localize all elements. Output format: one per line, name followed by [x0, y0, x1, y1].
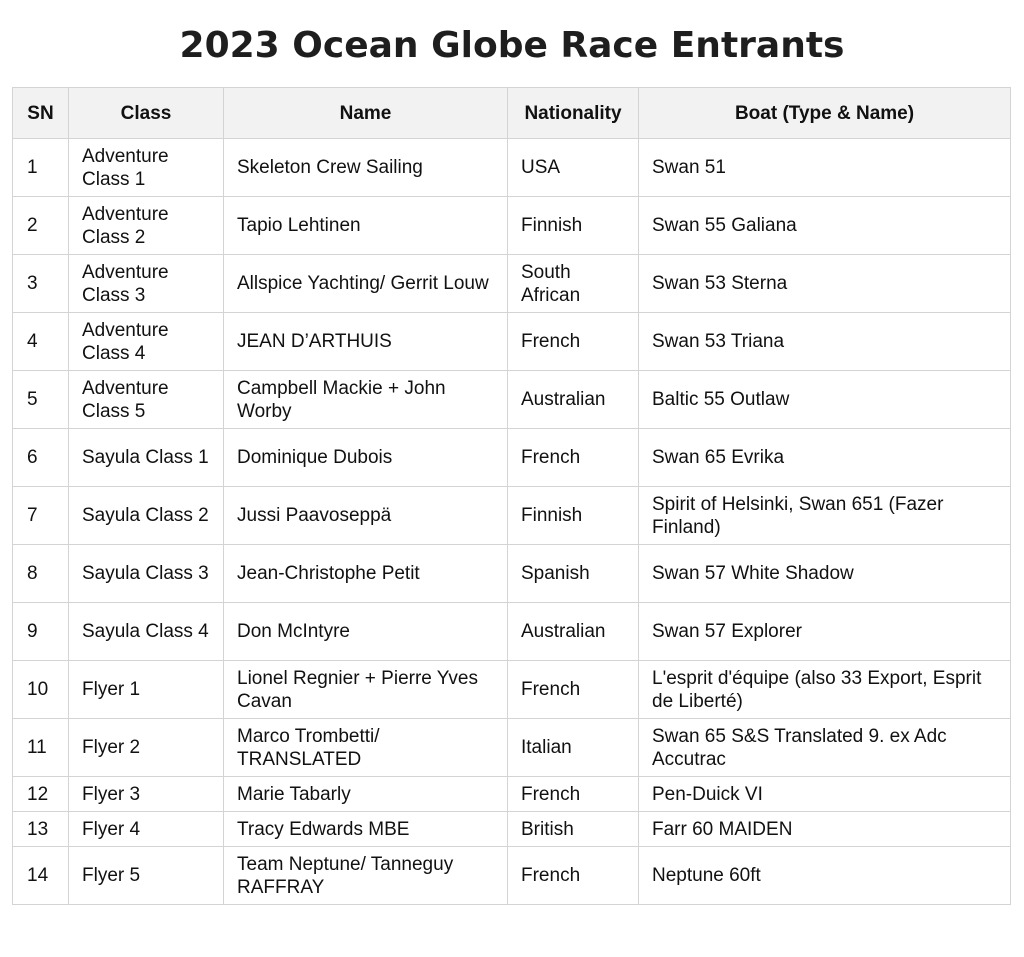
cell-sn: 5 [13, 371, 69, 429]
cell-class: Sayula Class 4 [69, 603, 224, 661]
cell-boat: Swan 57 Explorer [639, 603, 1011, 661]
table-row [13, 429, 1011, 487]
header-class: Class [69, 88, 224, 139]
cell-nationality: Spanish [508, 545, 639, 603]
cell-boat: Neptune 60ft [639, 847, 1011, 905]
cell-class: Flyer 3 [69, 777, 224, 812]
table-row [13, 371, 1011, 429]
cell-sn: 1 [13, 139, 69, 197]
header-boat: Boat (Type & Name) [639, 88, 1011, 139]
table-row [13, 487, 1011, 545]
cell-name: Jean-Christophe Petit [224, 545, 508, 603]
cell-boat: L'esprit d'équipe (also 33 Export, Esprit de Liberté) [639, 661, 1011, 719]
cell-class: Flyer 1 [69, 661, 224, 719]
table-row [13, 255, 1011, 313]
table-row [13, 719, 1011, 777]
table-header-row [13, 88, 1011, 139]
cell-name: Lionel Regnier + Pierre Yves Cavan [224, 661, 508, 719]
cell-name: Tracy Edwards MBE [224, 812, 508, 847]
cell-name: Campbell Mackie + John Worby [224, 371, 508, 429]
table-row [13, 847, 1011, 905]
cell-nationality: Australian [508, 371, 639, 429]
header-nationality: Nationality [508, 88, 639, 139]
cell-sn: 14 [13, 847, 69, 905]
cell-class: Sayula Class 1 [69, 429, 224, 487]
cell-nationality: French [508, 429, 639, 487]
cell-class: Adventure Class 1 [69, 139, 224, 197]
cell-class: Adventure Class 2 [69, 197, 224, 255]
cell-nationality: British [508, 812, 639, 847]
cell-boat: Swan 53 Triana [639, 313, 1011, 371]
cell-boat: Baltic 55 Outlaw [639, 371, 1011, 429]
cell-nationality: French [508, 661, 639, 719]
cell-class: Flyer 5 [69, 847, 224, 905]
cell-name: Don McIntyre [224, 603, 508, 661]
cell-sn: 8 [13, 545, 69, 603]
cell-class: Adventure Class 5 [69, 371, 224, 429]
table-row [13, 545, 1011, 603]
cell-class: Sayula Class 2 [69, 487, 224, 545]
cell-boat: Spirit of Helsinki, Swan 651 (Fazer Finland) [639, 487, 1011, 545]
header-sn: SN [13, 88, 69, 139]
cell-class: Sayula Class 3 [69, 545, 224, 603]
cell-boat: Swan 57 White Shadow [639, 545, 1011, 603]
page-title: 2023 Ocean Globe Race Entrants [179, 25, 845, 66]
cell-sn: 3 [13, 255, 69, 313]
cell-sn: 13 [13, 812, 69, 847]
cell-boat: Swan 55 Galiana [639, 197, 1011, 255]
cell-name: Tapio Lehtinen [224, 197, 508, 255]
cell-sn: 7 [13, 487, 69, 545]
cell-nationality: Finnish [508, 197, 639, 255]
cell-sn: 12 [13, 777, 69, 812]
table-row [13, 603, 1011, 661]
cell-name: JEAN D’ARTHUIS [224, 313, 508, 371]
header-name: Name [224, 88, 508, 139]
cell-nationality: French [508, 847, 639, 905]
cell-name: Team Neptune/ Tanneguy RAFFRAY [224, 847, 508, 905]
cell-name: Allspice Yachting/ Gerrit Louw [224, 255, 508, 313]
cell-name: Dominique Dubois [224, 429, 508, 487]
cell-nationality: Australian [508, 603, 639, 661]
cell-nationality: Finnish [508, 487, 639, 545]
cell-nationality: French [508, 313, 639, 371]
cell-boat: Swan 53 Sterna [639, 255, 1011, 313]
cell-sn: 9 [13, 603, 69, 661]
cell-sn: 2 [13, 197, 69, 255]
cell-class: Flyer 4 [69, 812, 224, 847]
cell-name: Marie Tabarly [224, 777, 508, 812]
cell-class: Flyer 2 [69, 719, 224, 777]
cell-sn: 6 [13, 429, 69, 487]
cell-nationality: USA [508, 139, 639, 197]
cell-boat: Swan 51 [639, 139, 1011, 197]
cell-name: Marco Trombetti/ TRANSLATED [224, 719, 508, 777]
cell-name: Skeleton Crew Sailing [224, 139, 508, 197]
table-row [13, 197, 1011, 255]
cell-boat: Farr 60 MAIDEN [639, 812, 1011, 847]
cell-boat: Swan 65 S&S Translated 9. ex Adc Accutrac [639, 719, 1011, 777]
cell-nationality: South African [508, 255, 639, 313]
cell-class: Adventure Class 3 [69, 255, 224, 313]
entrants-table [12, 87, 1011, 905]
table-row [13, 812, 1011, 847]
cell-nationality: French [508, 777, 639, 812]
cell-boat: Swan 65 Evrika [639, 429, 1011, 487]
cell-boat: Pen-Duick VI [639, 777, 1011, 812]
cell-sn: 10 [13, 661, 69, 719]
cell-class: Adventure Class 4 [69, 313, 224, 371]
cell-nationality: Italian [508, 719, 639, 777]
table-row [13, 139, 1011, 197]
table-row [13, 313, 1011, 371]
table-row [13, 777, 1011, 812]
cell-sn: 11 [13, 719, 69, 777]
cell-name: Jussi Paavoseppä [224, 487, 508, 545]
cell-sn: 4 [13, 313, 69, 371]
table-row [13, 661, 1011, 719]
